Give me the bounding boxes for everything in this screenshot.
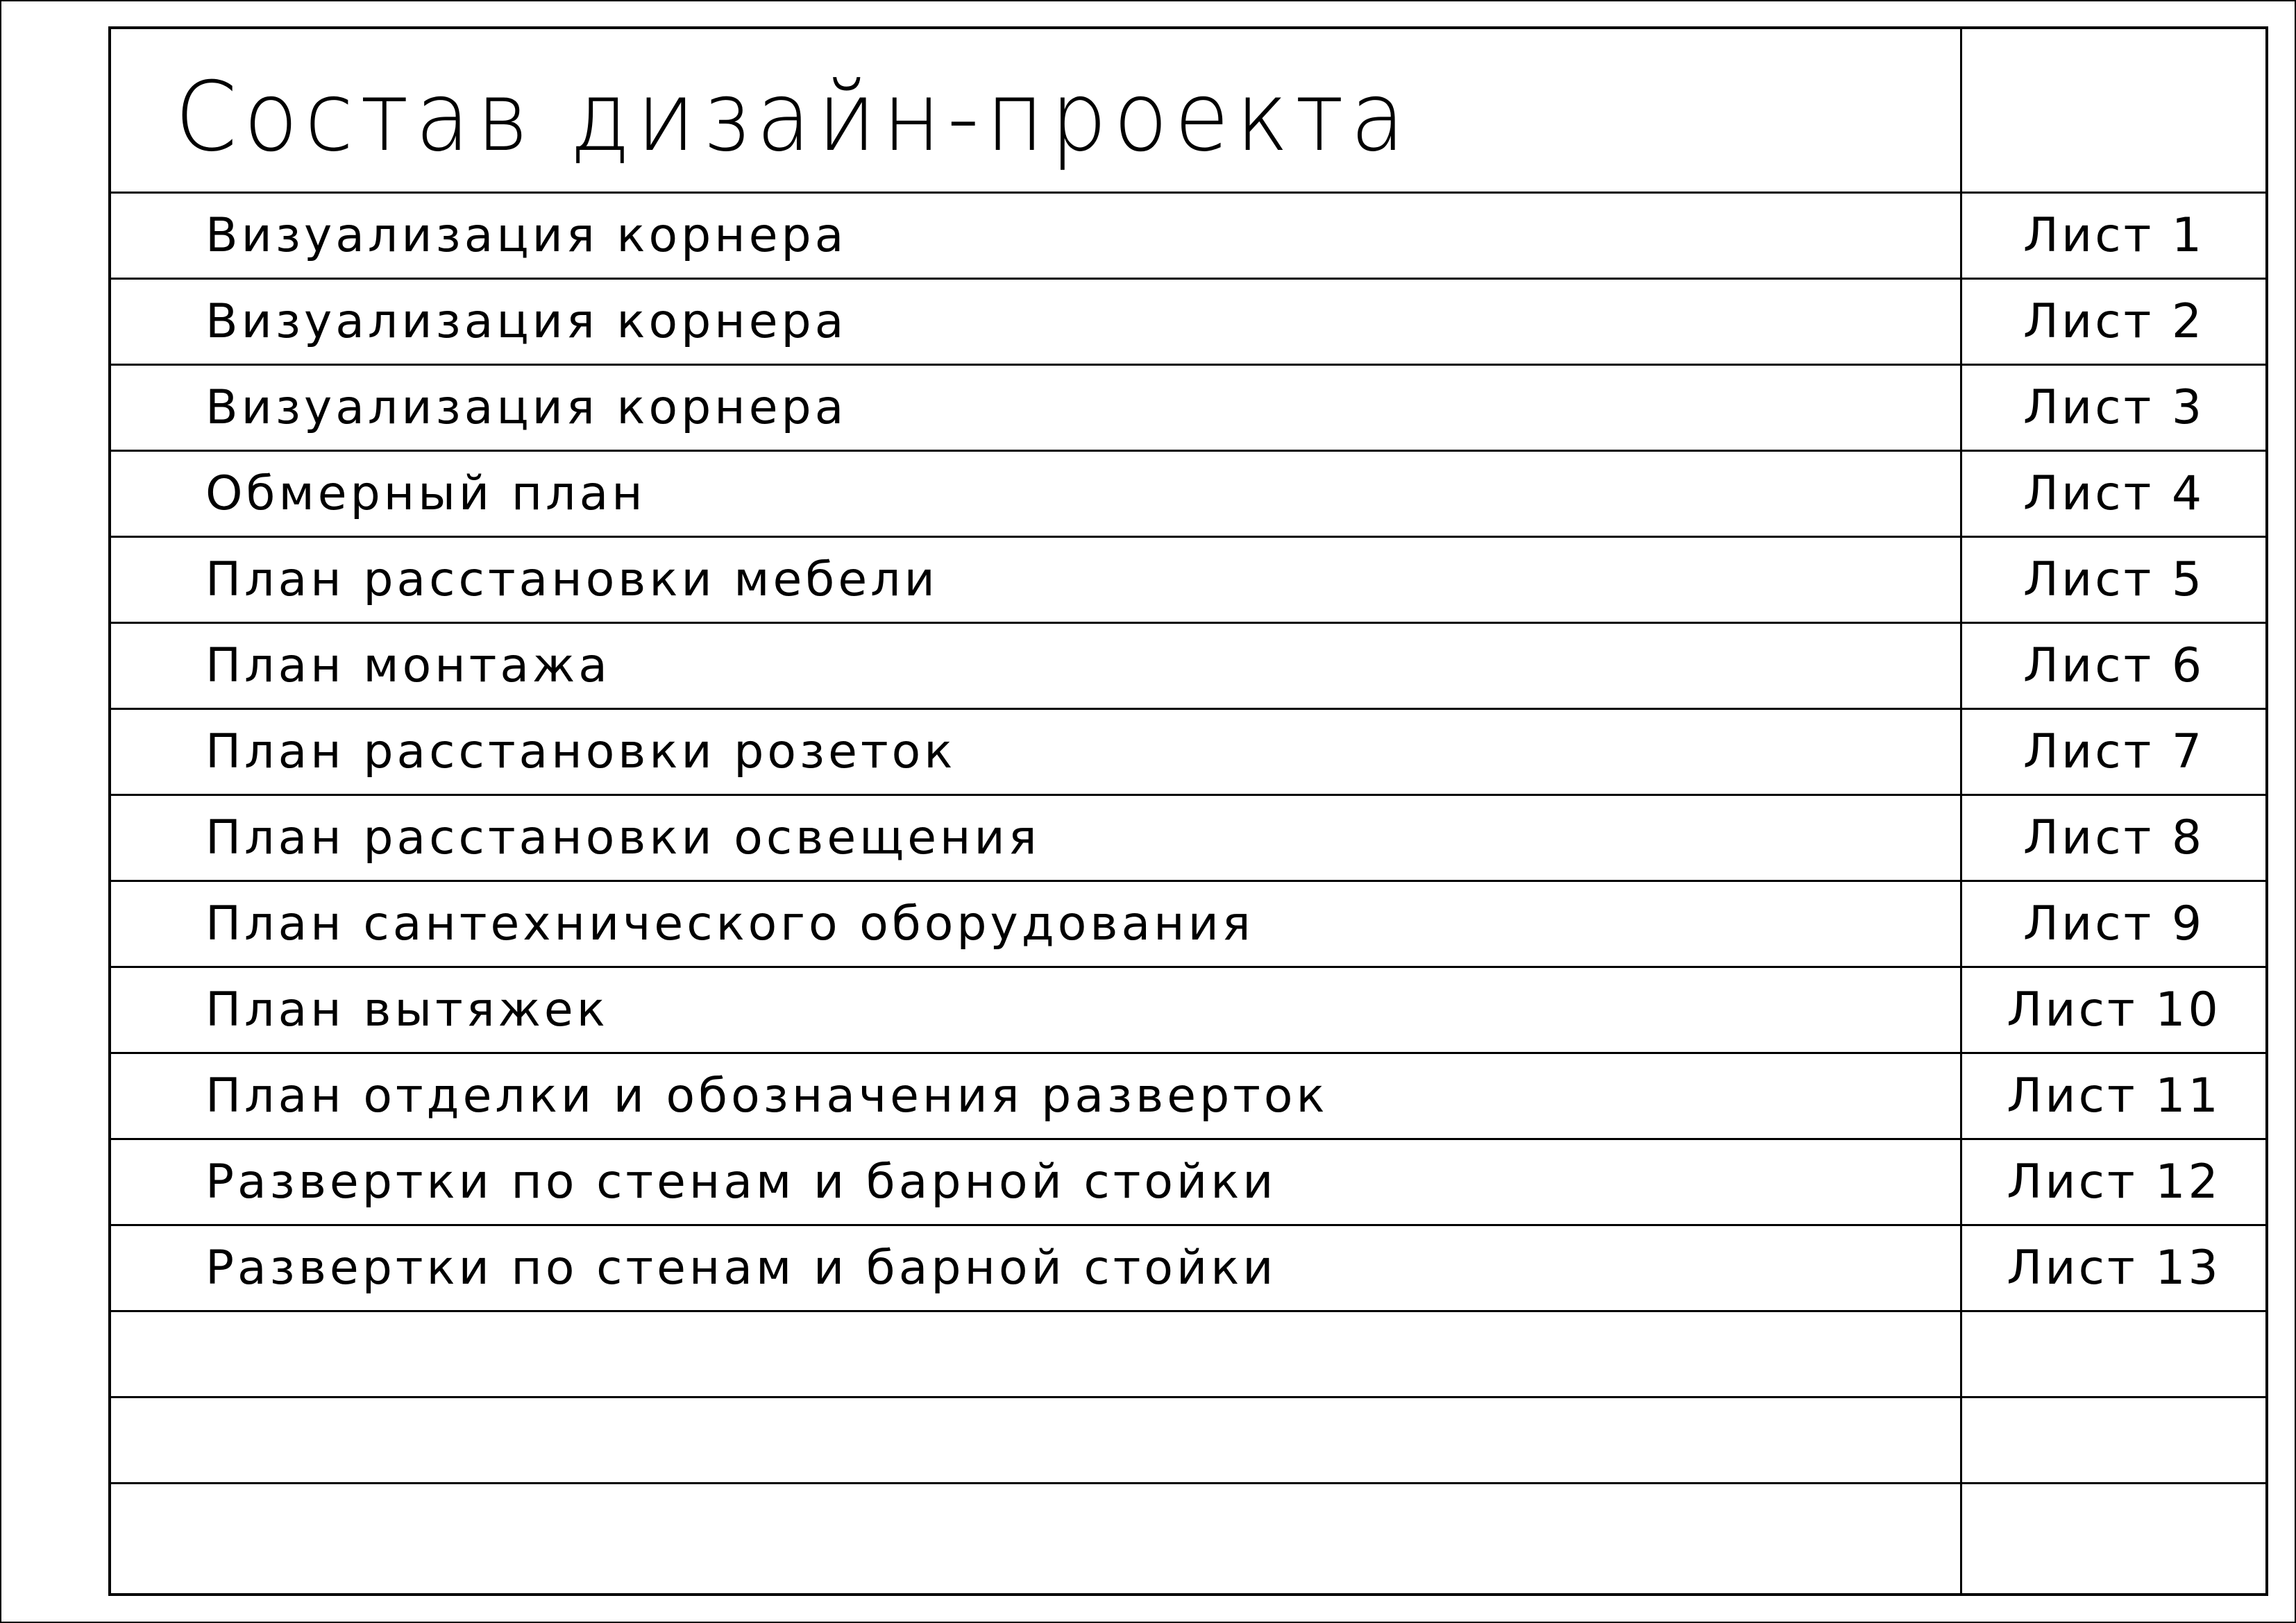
table-row (111, 1140, 2265, 1226)
item-sheet: Лист 6 (2023, 638, 2205, 693)
table-row (111, 280, 2265, 366)
item-name: План сантехнического оборудования (205, 897, 1254, 951)
table-row (111, 1054, 2265, 1140)
item-name: Визуализация корнера (205, 294, 847, 349)
item-sheet: Лист 10 (2007, 983, 2221, 1037)
item-name: План расстановки розеток (205, 724, 956, 779)
item-sheet: Лист 4 (2023, 466, 2205, 521)
item-sheet: Лист 8 (2023, 810, 2205, 865)
table-row-empty (111, 1484, 2265, 1570)
item-sheet: Лист 7 (2023, 724, 2205, 779)
item-name: План вытяжек (205, 983, 609, 1037)
item-name: Развертки по стенам и барной стойки (205, 1241, 1277, 1295)
item-sheet: Лист 12 (2007, 1155, 2221, 1209)
item-sheet: Лист 2 (2023, 294, 2205, 349)
table-row (111, 796, 2265, 882)
item-sheet: Лист 5 (2023, 552, 2205, 607)
table-rows (111, 194, 2265, 1570)
item-name: Визуализация корнера (205, 208, 847, 263)
item-name: Развертки по стенам и барной стойки (205, 1155, 1277, 1209)
contents-table (108, 26, 2268, 1596)
table-row (111, 710, 2265, 796)
title-row (111, 29, 2265, 194)
table-row-empty (111, 1312, 2265, 1398)
item-name: План отделки и обозначения разверток (205, 1069, 1328, 1123)
table-row (111, 194, 2265, 280)
item-sheet: Лист 11 (2007, 1069, 2221, 1123)
item-name: План расстановки освещения (205, 810, 1040, 865)
item-sheet: Лист 1 (2023, 208, 2205, 263)
item-sheet: Лист 13 (2007, 1241, 2221, 1295)
table-row (111, 452, 2265, 538)
table-row-empty (111, 1398, 2265, 1484)
item-name: План монтажа (205, 638, 611, 693)
item-name: Обмерный план (205, 466, 646, 521)
page-title: Состав дизайн-проекта (175, 61, 1412, 173)
table-row (111, 968, 2265, 1054)
item-name: План расстановки мебели (205, 552, 938, 607)
item-sheet: Лист 9 (2023, 897, 2205, 951)
table-row (111, 1226, 2265, 1312)
item-name: Визуализация корнера (205, 380, 847, 435)
table-row (111, 624, 2265, 710)
table-row (111, 366, 2265, 452)
table-row (111, 882, 2265, 968)
item-sheet: Лист 3 (2023, 380, 2205, 435)
table-row (111, 538, 2265, 624)
